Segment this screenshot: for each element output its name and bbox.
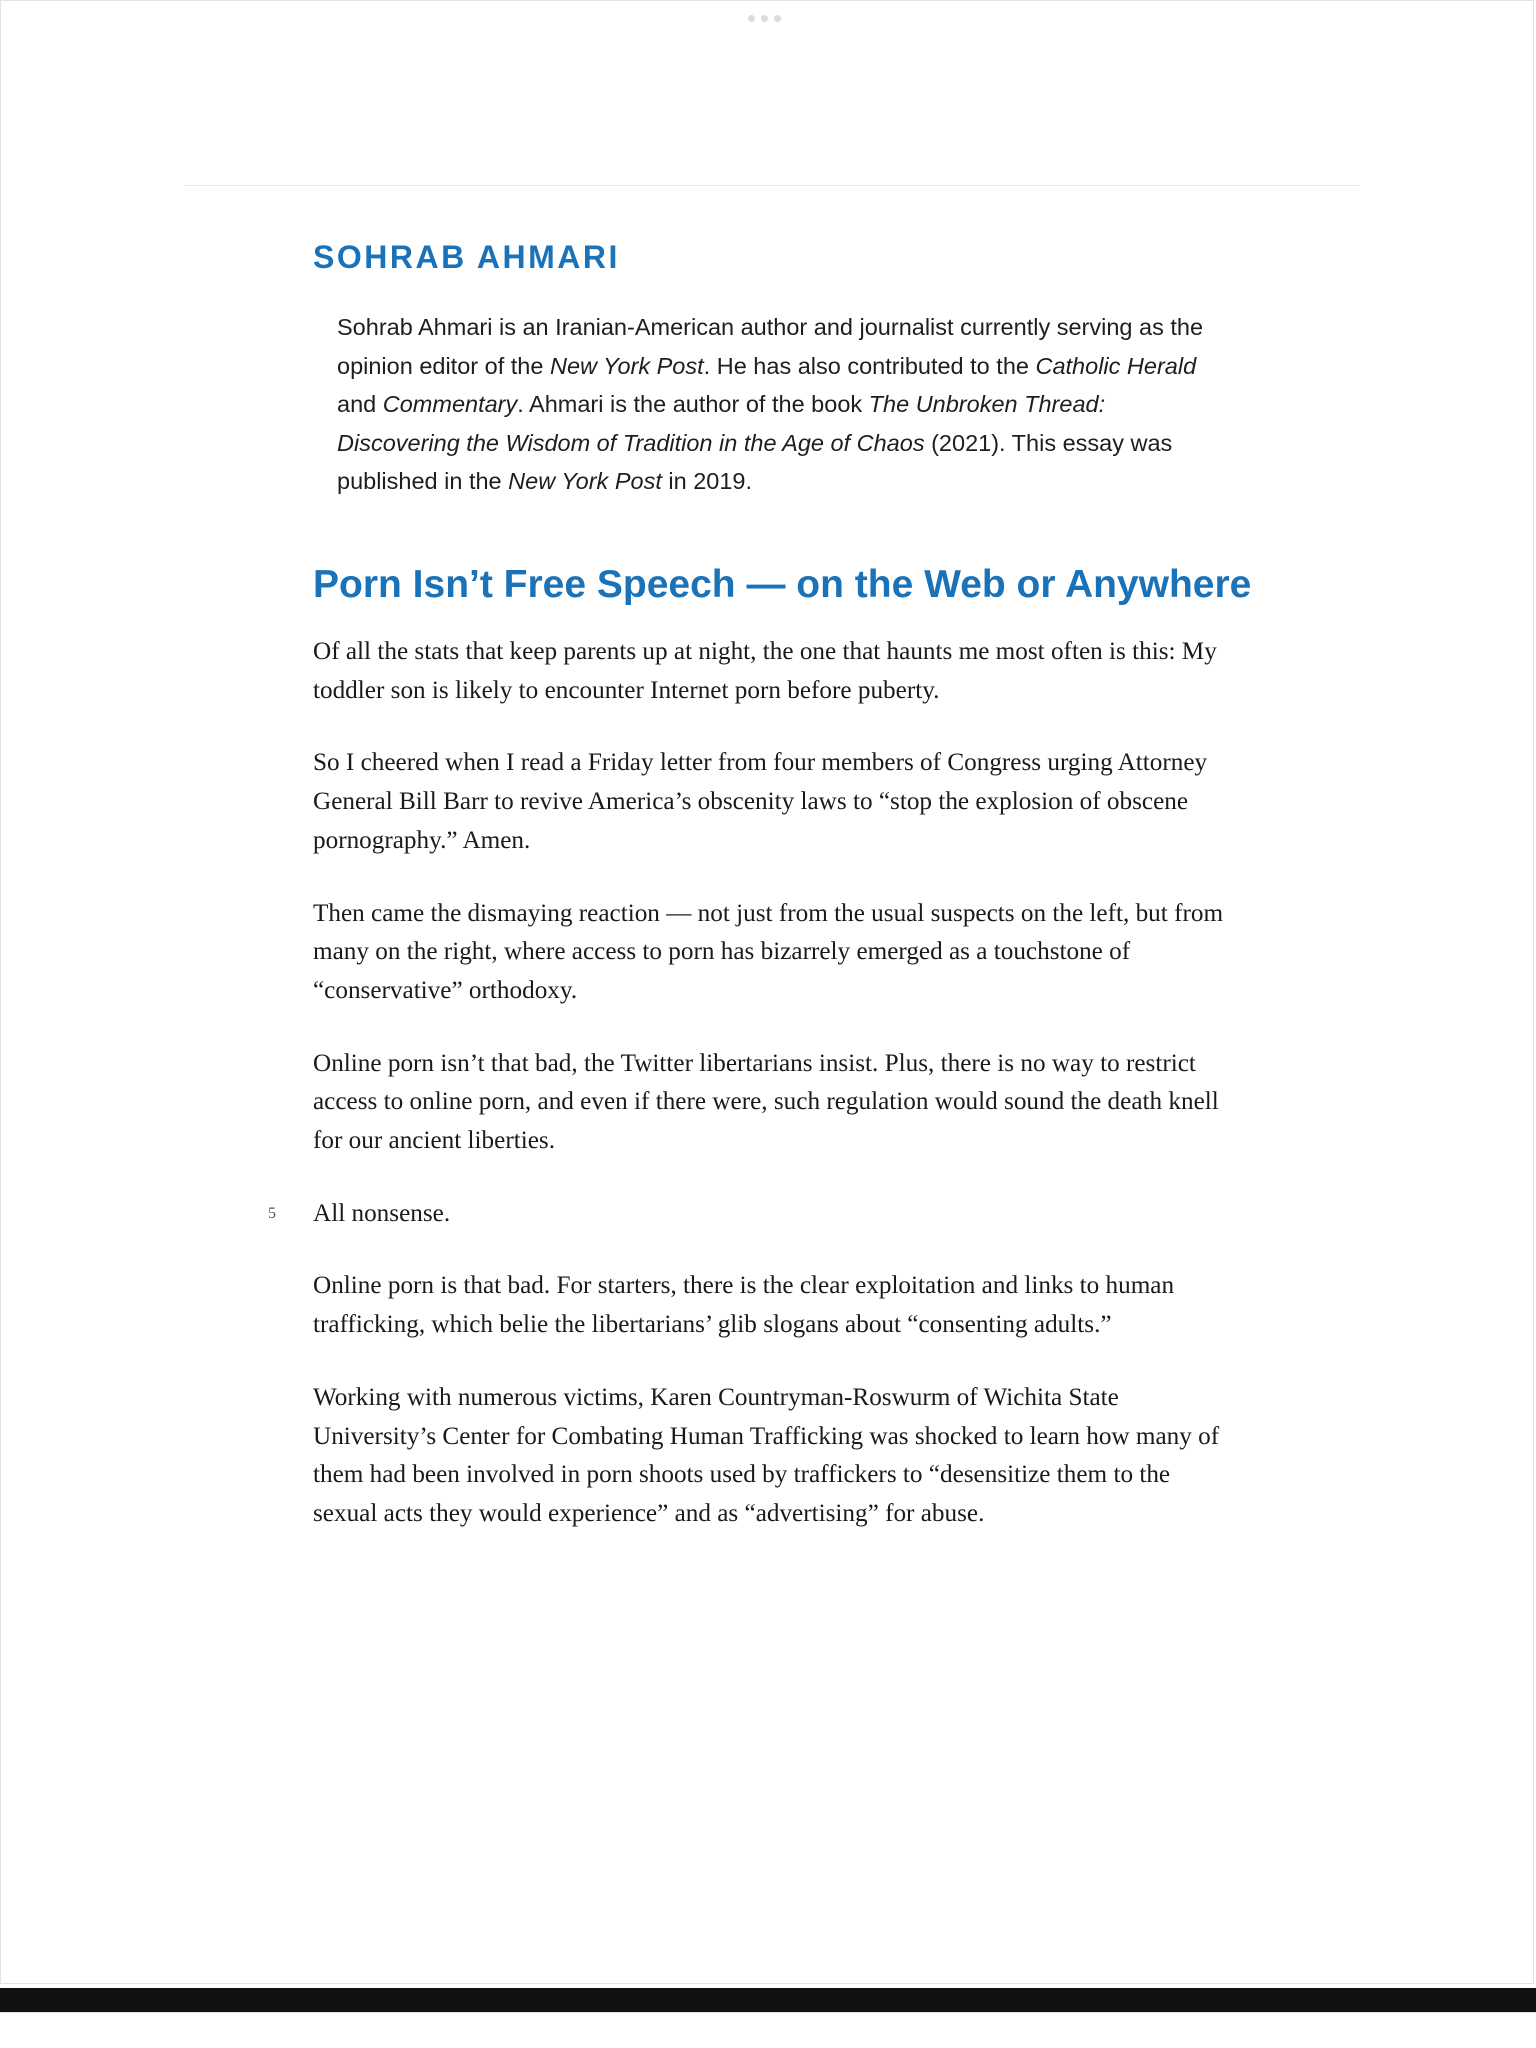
paragraph-number: 5 (268, 1204, 276, 1222)
paragraph-text: Online porn is that bad. For starters, there is the clear exploitation and links to human trafficking, which belie the libertarians’ glib slogans about “consenting adults.” (313, 1272, 1175, 1339)
dot-icon (761, 15, 768, 22)
paragraph (313, 1045, 1233, 1161)
dot-icon (774, 15, 781, 22)
header-divider (185, 185, 1359, 186)
paragraph-text: Of all the stats that keep parents up at night, the one that haunts me most often is this: My toddler son is likely to encounter Internet porn before puberty. (313, 638, 1217, 704)
drag-handle-icon[interactable] (748, 15, 781, 22)
author-name: SOHRAB AHMARI (313, 239, 620, 275)
bio-text: in 2019. (661, 468, 753, 494)
paragraph-text: Then came the dismaying reaction — not just from the usual suspects on the left, but from many on the right, where access to porn has bizarrely emerged as a touchstone of “conservative” orthodoxy. (313, 899, 1224, 1004)
bio-publication: New York Post (508, 468, 662, 494)
bottom-bar (0, 1988, 1536, 2012)
paragraph-text: All nonsense. (313, 1199, 451, 1227)
bio-text: . He has also contributed to the (703, 352, 1036, 379)
bio-text: . Ahmari is the author of the book (517, 391, 869, 417)
essay-body (268, 633, 1233, 1568)
paragraph-text: Online porn isn’t that bad, the Twitter libertarians insist. Plus, there is no way to restrict access to online porn, and even if there were, such regulation would sound the death knell for our ancient liberties. (313, 1049, 1219, 1155)
bio-text: and (337, 391, 383, 417)
author-bio (337, 308, 1217, 501)
paragraph-text: So I cheered when I read a Friday letter from four members of Congress urging Attorney General Bill Barr to revive America’s obscenity laws to “stop the explosion of obscene pornography.” Amen. (313, 749, 1208, 854)
paragraph (313, 1267, 1233, 1344)
paragraph (313, 633, 1233, 710)
paragraph (313, 744, 1233, 860)
bio-text: Sohrab Ahmari is an Iranian-American author and journalist currently serving as the opinion editor of the (337, 314, 1204, 379)
dot-icon (748, 15, 755, 22)
bio-publication: New York Post (549, 352, 704, 379)
bio-book-title: The Unbroken Thread: Discovering the Wisdom of Tradition in the Age of Chaos (337, 391, 1106, 456)
bottom-strip (0, 2012, 1536, 2048)
bio-publication: Catholic Herald (1035, 352, 1197, 379)
bio-text: (2021). This essay was published in the (337, 429, 1173, 494)
paragraph (268, 1195, 1233, 1234)
essay-title: Porn Isn’t Free Speech — on the Web or Anywhere (313, 563, 1252, 606)
bio-publication: Commentary (382, 391, 518, 417)
paragraph (313, 1379, 1233, 1534)
paragraph (313, 895, 1233, 1011)
paragraph-text: Working with numerous victims, Karen Countryman-Roswurm of Wichita State University’s Center for Combating Human Trafficking was shocked to learn how many of them had been involved in porn shoots used by traffickers to “desensitize them to the sexual acts they would experience” and as “advertising” for abuse. (313, 1383, 1220, 1527)
